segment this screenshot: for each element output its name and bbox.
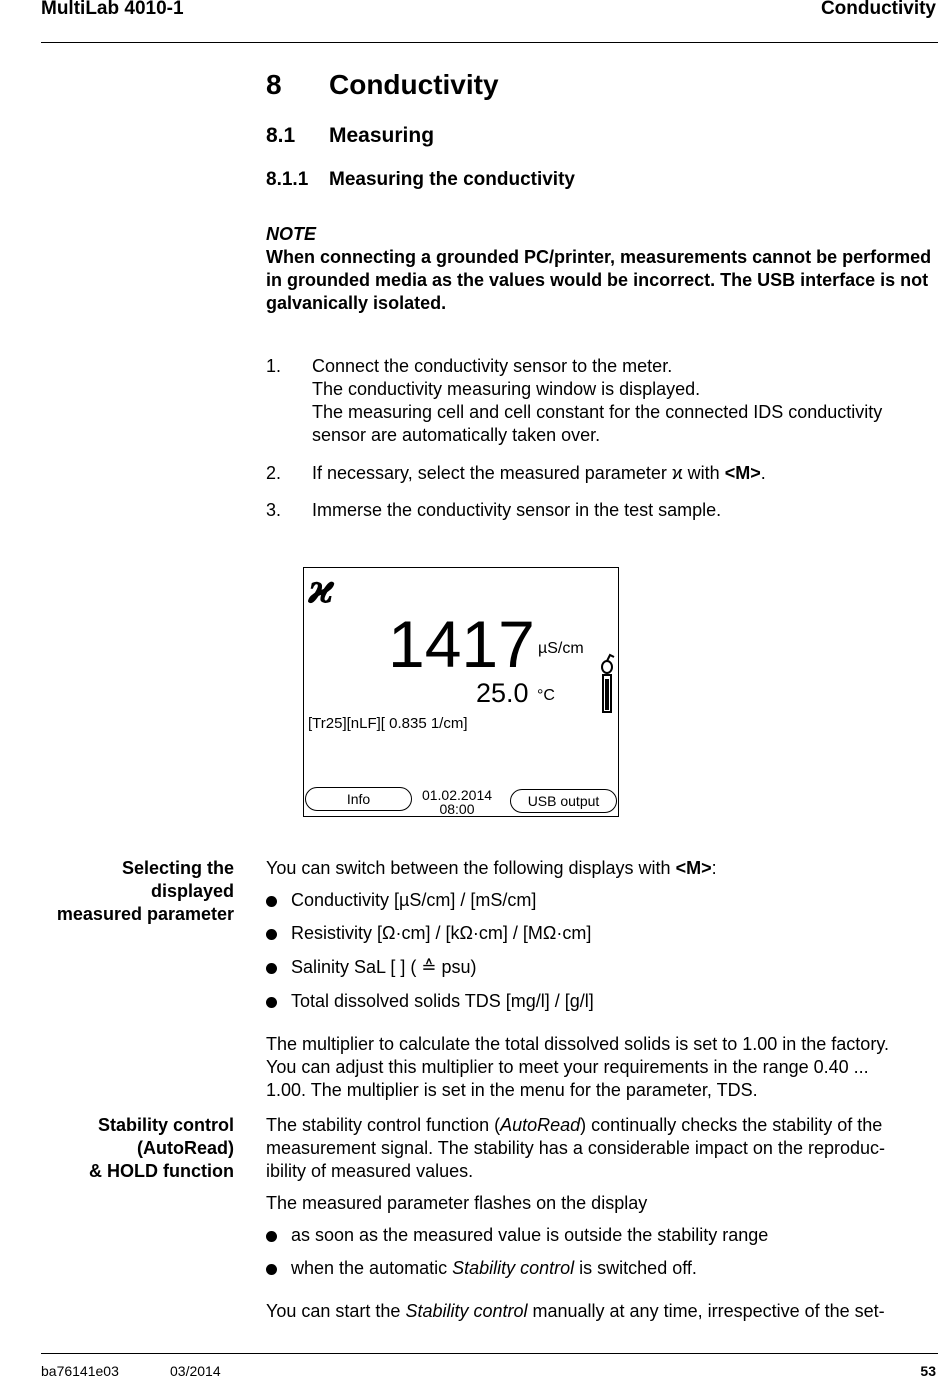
step-3 xyxy=(266,499,946,522)
datetime xyxy=(416,788,498,816)
footer-doc-id: ba76141e03 xyxy=(41,1363,119,1379)
bullet-item: Resistivity [Ω·cm] / [kΩ·cm] / [MΩ·cm] xyxy=(266,922,938,945)
footer-date: 03/2014 xyxy=(170,1363,221,1379)
note-label: NOTE xyxy=(266,224,317,244)
bullet-icon xyxy=(266,929,277,940)
time-text: 08:00 xyxy=(439,801,475,817)
bullet-icon xyxy=(266,1264,277,1275)
note-text: When connecting a grounded PC/printer, measurements cannot be performed in grounded media as the values would be incorrect. The USB interface is not galvanically isolated. xyxy=(266,247,932,313)
step-number: 1. xyxy=(266,356,282,376)
step-number: 3. xyxy=(266,500,282,520)
kappa-symbol: ϰ xyxy=(308,566,335,613)
chapter-title: Conductivity xyxy=(329,69,499,100)
bullet-icon xyxy=(266,896,277,907)
section-number: 8.1 xyxy=(266,124,296,147)
step-1 xyxy=(266,355,946,447)
bullet-item: Total dissolved solids TDS [mg/l] / [g/l] xyxy=(266,990,938,1013)
bullet-icon xyxy=(266,997,277,1008)
chapter-number: 8 xyxy=(266,69,282,100)
note-box xyxy=(266,223,946,315)
bullet-item: Salinity SaL [ ] ( ≙ psu) xyxy=(266,956,938,979)
select-intro: You can switch between the following displays with <M>: xyxy=(266,858,717,878)
sidehead-selecting: Selecting the displayed measured parameter xyxy=(56,858,234,924)
subsection-heading xyxy=(266,169,866,193)
bullet-item: as soon as the measured value is outside the stability range xyxy=(266,1224,938,1247)
temperature-unit: °C xyxy=(537,687,555,704)
page-number: 53 xyxy=(920,1363,936,1379)
value-unit: µS/cm xyxy=(538,640,584,657)
step-number: 2. xyxy=(266,463,282,483)
section-heading xyxy=(266,124,866,150)
section-title: Measuring xyxy=(329,124,435,147)
bullet-icon xyxy=(266,1231,277,1242)
subsection-title: Measuring the conductivity xyxy=(329,169,575,190)
measured-value: 1417 xyxy=(388,607,535,681)
step-line: Connect the conductivity sensor to the meter. xyxy=(312,356,673,376)
bullet-icon xyxy=(266,963,277,974)
step-2 xyxy=(266,462,946,485)
meter-display xyxy=(303,567,619,817)
sidehead-stability: Stability control (AutoRead) & HOLD function xyxy=(89,1115,234,1181)
manual-start-paragraph: You can start the Stability control manually at any time, irrespective of the set- xyxy=(266,1301,885,1321)
key-m: <M> xyxy=(675,858,712,878)
sensor-icon xyxy=(596,653,618,715)
info-button[interactable]: Info xyxy=(305,787,412,811)
step-line: The conductivity measuring window is displayed. xyxy=(312,379,701,399)
temperature-value: 25.0 xyxy=(476,678,529,708)
step-line: sensor are automatically taken over. xyxy=(312,425,601,445)
header-rule xyxy=(41,42,938,43)
date-text: 01.02.2014 xyxy=(421,787,493,803)
step-text xyxy=(312,355,932,447)
header-title: MultiLab 4010-1 xyxy=(41,0,184,19)
bullet-item: Conductivity [µS/cm] / [mS/cm] xyxy=(266,889,938,912)
step-text: Immerse the conductivity sensor in the test sample. xyxy=(312,500,722,520)
kappa-symbol: ϰ xyxy=(671,463,683,483)
status-line: [Tr25][nLF][ 0.835 1/cm] xyxy=(308,715,468,732)
step-line: The measuring cell and cell constant for the connected IDS conductivity xyxy=(312,402,883,422)
usb-output-button[interactable]: USB output xyxy=(510,789,617,813)
step-text: If necessary, select the measured parameter ϰ with <M>. xyxy=(312,463,766,483)
header-section: Conductivity xyxy=(820,0,936,19)
flashes-paragraph: The measured parameter flashes on the display xyxy=(266,1193,648,1213)
bullet-item: when the automatic Stability control is switched off. xyxy=(266,1257,938,1280)
stability-paragraph: The stability control function (AutoRead) continually checks the stability of the measurement signal. The stability has a considerable impact on the reproduc- ibility of measured values. xyxy=(266,1115,885,1181)
key-m: <M> xyxy=(724,463,761,483)
subsection-number: 8.1.1 xyxy=(266,169,309,190)
chapter-heading xyxy=(266,69,866,103)
multiplier-paragraph: The multiplier to calculate the total dissolved solids is set to 1.00 in the factory. You can adjust this multiplier to meet your requirements in the range 0.40 ... 1.00. The multiplier is set in the menu for the parameter, TDS. xyxy=(266,1034,889,1100)
footer-rule xyxy=(41,1353,938,1354)
